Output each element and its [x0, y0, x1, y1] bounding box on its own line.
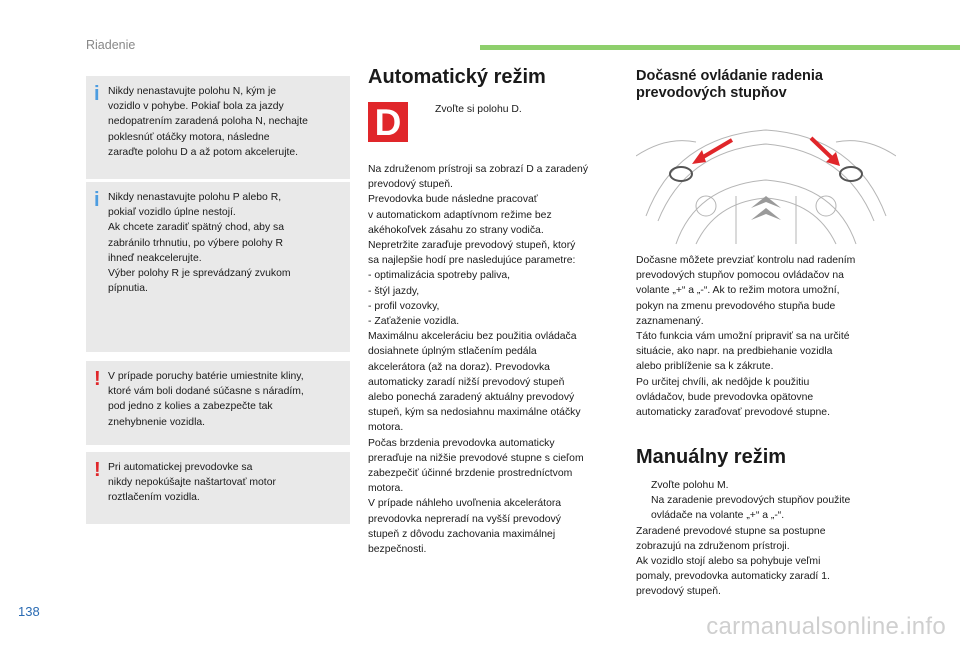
text-line: - Zaťaženie vozidla.	[368, 316, 460, 328]
automatic-mode-text	[368, 162, 628, 557]
text-line: akcelerátora (až na doraz). Prevodovka	[368, 361, 550, 373]
text-line: preraďuje na nižšie prevodové stupne s cieľom	[368, 452, 584, 464]
warning-icon: !	[94, 459, 101, 481]
note-line: pokiaľ vozidlo úplne nestojí.	[108, 207, 236, 219]
text-line: alebo priblíženie sa k zákrute.	[636, 361, 774, 373]
text-line: V prípade náhleho uvoľnenia akcelerátora	[368, 498, 562, 510]
manual-step	[636, 493, 906, 523]
temporary-control-text	[636, 253, 906, 420]
note-line: pípnutia.	[108, 283, 148, 295]
automatic-mode-heading: Automatický režim	[368, 66, 546, 88]
text-line: zaznamenaný.	[636, 315, 704, 327]
note-line: Nikdy nenastavujte polohu N, kým je	[108, 86, 277, 97]
auto-step	[420, 102, 635, 117]
text-line: v automatickom adaptívnom režime bez	[368, 209, 552, 221]
text-line: Prevodovka bude následne pracovať	[368, 194, 538, 206]
note-line: pod jedno z kolies a zabezpečte tak	[108, 401, 273, 413]
text-line: prevodových stupňov pomocou ovládačov na	[636, 270, 844, 282]
text-line: prevodový stupeň.	[368, 179, 453, 191]
note-line: zaraďte polohu D a až potom akcelerujte.	[108, 146, 299, 158]
text-line: bezpečnosti.	[368, 544, 427, 556]
note-line: V prípade poruchy batérie umiestnite kliny,	[108, 371, 304, 382]
note-line: vozidlo v pohybe. Pokiaľ bola za jazdy	[108, 101, 284, 113]
section-title: Riadenie	[86, 38, 136, 52]
text-line: Ak vozidlo stojí alebo sa pohybuje veľmi	[636, 556, 821, 568]
text-line: ovládačov, bude prevodovka opätovne	[636, 391, 814, 403]
info-icon: i	[94, 189, 100, 211]
text-line: dosiahnete úplným stlačením pedála	[368, 346, 537, 358]
text-line: Zaradené prevodové stupne sa postupne	[636, 525, 826, 537]
text-line: pomaly, prevodovka automaticky zaradí 1.	[636, 571, 830, 583]
text-line: prevodový stupeň.	[636, 586, 721, 598]
text-line: stupeň, kým sa nedosiahnu maximálne otáčky	[368, 407, 581, 419]
arrow-right	[811, 138, 834, 160]
info-note-reverse	[86, 182, 350, 352]
text-line: Dočasne môžete prevziať kontrolu nad radením	[636, 255, 856, 266]
step-text: Na zaradenie prevodových stupňov použite	[651, 495, 851, 507]
text-line: zobrazujú na združenom prístroji.	[636, 540, 790, 552]
note-line: poklesnúť otáčky motora, následne	[108, 131, 270, 143]
warning-note-push-start	[86, 452, 350, 524]
step-text: ovládače na volante „+“ a „-“.	[651, 510, 785, 522]
text-line: automaticky zaraďovať prevodové stupne.	[636, 407, 830, 419]
note-line: Nikdy nenastavujte polohu P alebo R,	[108, 192, 282, 203]
text-line: sa najlepšie hodí pre nasledujúce parametre:	[368, 255, 576, 267]
note-line: roztlačením vozidla.	[108, 492, 200, 504]
text-line: Po určitej chvíli, ak nedôjde k použitiu	[636, 376, 810, 388]
text-line: Maximálnu akceleráciu bez použitia ovládača	[368, 331, 577, 343]
note-line: zabránilo trhnutiu, po výbere polohy R	[108, 237, 284, 249]
warning-icon: !	[94, 368, 101, 390]
logo-chevron	[751, 196, 781, 208]
text-line: volante „+“ a „-“. Ak to režim motora umožní,	[636, 285, 840, 297]
page-number: 138	[18, 604, 40, 619]
text-line: motora.	[368, 422, 404, 434]
text-line: - optimalizácia spotreby paliva,	[368, 270, 511, 282]
info-icon: i	[94, 83, 100, 105]
section-accent-bar	[480, 45, 960, 50]
text-line: - profil vozovky,	[368, 300, 440, 312]
note-line: Pri automatickej prevodovke sa	[108, 462, 253, 473]
note-line: Výber polohy R je sprevádzaný zvukom	[108, 268, 291, 280]
text-line: Počas brzdenia prevodovka automaticky	[368, 437, 555, 449]
text-line: automaticky zaradí nižší prevodový stupeň	[368, 376, 565, 388]
text-line: motora.	[368, 483, 404, 495]
right-paddle	[840, 167, 862, 181]
text-line: zabezpečiť účinné brzdenie prostredníctvom	[368, 468, 573, 480]
step-text: Zvoľte polohu M.	[651, 480, 729, 491]
logo-chevron	[751, 208, 781, 220]
watermark: carmanualsonline.info	[706, 613, 946, 640]
steering-wheel-paddles-illustration	[636, 116, 896, 246]
text-line: - štýl jazdy,	[368, 285, 420, 297]
text-line: Na združenom prístroji sa zobrazí D a zaradený	[368, 164, 589, 175]
manual-mode-text	[636, 478, 906, 600]
left-paddle	[670, 167, 692, 181]
d-position-symbol: D	[368, 102, 408, 142]
text-line: pokyn na zmenu prevodového stupňa bude	[636, 300, 836, 312]
note-line: ihneď neakcelerujte.	[108, 252, 202, 264]
note-line: nedopatrením zaradená poloha N, nechajte	[108, 116, 308, 128]
note-line: nikdy nepokúšajte naštartovať motor	[108, 477, 276, 489]
text-line: akéhokoľvek zásahu zo strany vodiča.	[368, 224, 544, 236]
warning-note-battery	[86, 361, 350, 445]
note-line: znehybnenie vozidla.	[108, 416, 206, 428]
step-text: Zvoľte si polohu D.	[435, 104, 522, 115]
text-line: alebo ponechá zaradený aktuálny prevodový	[368, 392, 575, 404]
manual-mode-heading: Manuálny režim	[636, 446, 787, 468]
note-line: Ak chcete zaradiť spätný chod, aby sa	[108, 222, 285, 234]
temporary-control-heading: Dočasné ovládanie radenia prevodových stupňov	[636, 68, 823, 101]
info-note-neutral	[86, 76, 350, 179]
text-line: Nepretržite zaraďuje prevodový stupeň, ktorý	[368, 240, 576, 252]
manual-step	[636, 478, 906, 493]
text-line: situácie, ako napr. na predbiehanie vozidla	[636, 346, 833, 358]
note-line: ktoré vám boli dodané súčasne s náradím,	[108, 386, 304, 398]
text-line: Táto funkcia vám umožní pripraviť sa na určité	[636, 331, 850, 343]
text-line: stupeň z dôvodu zachovania maximálnej	[368, 528, 556, 540]
text-line: prevodovka nepreradí na vyšší prevodový	[368, 513, 561, 525]
